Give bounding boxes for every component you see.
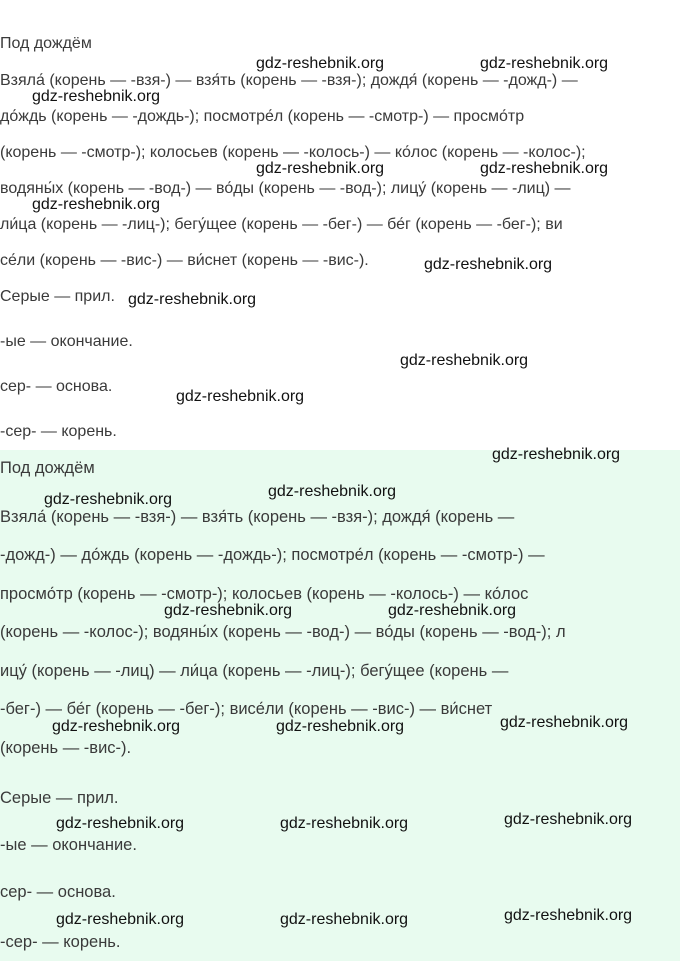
watermark: gdz-reshebnik.org [176,388,305,405]
watermark: gdz-reshebnik.org [504,811,633,828]
block2-line: (корень — -вис-). [0,739,132,757]
block1-line: Взяла́ (корень — -взя-) — взя́ть (корень — -взя-); дождя́ (корень — -дожд-) — [0,72,578,89]
answer-block-1 [0,0,680,450]
block1-line: водяны́х (корень — -вод-) — во́ды (корень — -вод-); лицу́ (корень — -лиц) — [0,180,571,197]
watermark: gdz-reshebnik.org [32,196,161,213]
watermark: gdz-reshebnik.org [280,911,409,928]
watermark: gdz-reshebnik.org [256,160,385,177]
block1-line: се́ли (корень — -вис-) — ви́снет (корень — -вис-). [0,252,369,269]
block2-line: просмо́тр (корень — -смотр-); колосьев (корень — -колось-) — ко́лос [0,585,529,603]
block2-line: -бег-) — бе́г (корень — -бег-); висе́ли (корень — -вис-) — ви́снет [0,700,493,718]
watermark: gdz-reshebnik.org [276,718,405,735]
block1-part-speech: Серые — прил. [0,288,115,305]
block1-ending: -ые — окончание. [0,333,133,350]
watermark: gdz-reshebnik.org [56,815,185,832]
watermark: gdz-reshebnik.org [128,291,257,308]
block1-title: Под дождём [0,35,92,52]
block2-part-speech: Серые — прил. [0,789,119,807]
watermark: gdz-reshebnik.org [424,256,553,273]
block2-line: -дожд-) — до́ждь (корень — -дождь-); посмотре́л (корень — -смотр-) — [0,546,545,564]
watermark: gdz-reshebnik.org [480,55,609,72]
watermark: gdz-reshebnik.org [32,88,161,105]
watermark: gdz-reshebnik.org [256,55,385,72]
block2-line: ицу́ (корень — -лиц) — ли́ца (корень — -лиц-); бегу́щее (корень — [0,662,509,680]
block1-line: ли́ца (корень — -лиц-); бегу́щее (корень — -бег-) — бе́г (корень — -бег-); ви [0,216,563,233]
watermark: gdz-reshebnik.org [400,352,529,369]
watermark: gdz-reshebnik.org [56,911,185,928]
block2-root: -сер- — корень. [0,933,121,951]
watermark: gdz-reshebnik.org [52,718,181,735]
watermark: gdz-reshebnik.org [500,714,629,731]
watermark: gdz-reshebnik.org [268,483,397,500]
block2-stem: сер- — основа. [0,883,116,901]
block1-line: (корень — -смотр-); колосьев (корень — -колось-) — ко́лос (корень — -колос-); [0,144,586,161]
watermark: gdz-reshebnik.org [164,602,293,619]
watermark: gdz-reshebnik.org [44,491,173,508]
watermark: gdz-reshebnik.org [504,907,633,924]
block1-line: до́ждь (корень — -дождь-); посмотре́л (корень — -смотр-) — просмо́тр [0,108,525,125]
block2-title: Под дождём [0,459,95,477]
block2-line: Взяла́ (корень — -взя-) — взя́ть (корень — -взя-); дождя́ (корень — [0,508,515,526]
watermark: gdz-reshebnik.org [492,446,621,463]
watermark: gdz-reshebnik.org [480,160,609,177]
block2-ending: -ые — окончание. [0,836,137,854]
watermark: gdz-reshebnik.org [280,815,409,832]
block2-line: (корень — -колос-); водяны́х (корень — -вод-) — во́ды (корень — -вод-); л [0,623,566,641]
block1-stem: сер- — основа. [0,378,113,395]
block1-root: -сер- — корень. [0,423,117,440]
watermark: gdz-reshebnik.org [388,602,517,619]
answer-block-2 [0,446,680,961]
